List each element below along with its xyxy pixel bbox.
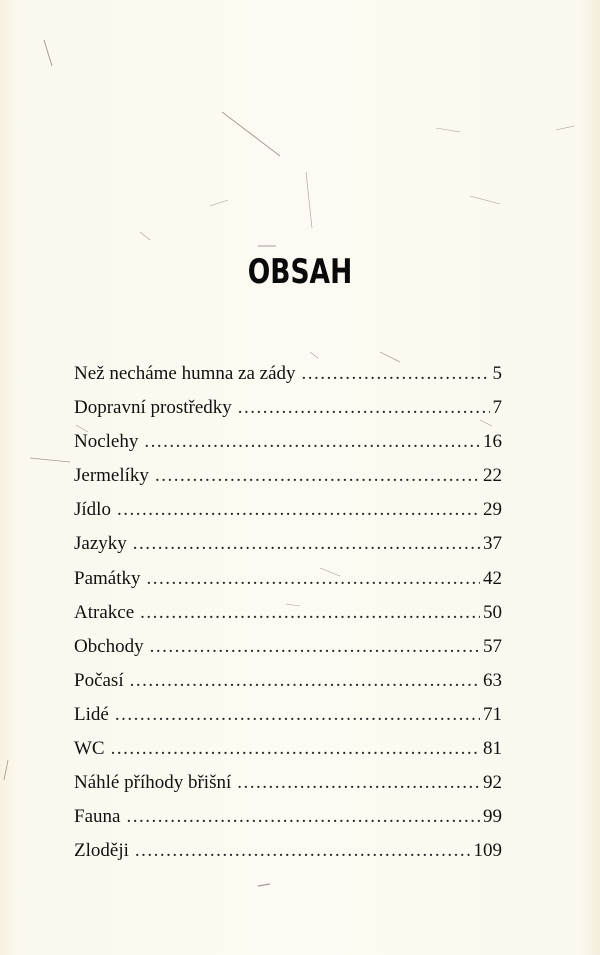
toc-label: Památky <box>74 567 141 589</box>
toc-row <box>74 459 502 493</box>
toc-row <box>74 766 502 800</box>
toc-page-number: 7 <box>492 397 502 419</box>
toc-leader-dots <box>135 834 471 868</box>
toc-leader-dots <box>155 459 480 493</box>
toc-label: Zloději <box>74 840 129 862</box>
toc-page-number: 99 <box>483 806 502 828</box>
toc-row <box>74 596 502 630</box>
toc-leader-dots <box>130 664 480 698</box>
toc-page-number: 22 <box>483 465 502 487</box>
toc-leader-dots <box>238 391 490 425</box>
toc-page-number: 109 <box>473 840 502 862</box>
toc-row <box>74 357 502 391</box>
toc-leader-dots <box>115 698 480 732</box>
toc-page-number: 92 <box>483 772 502 794</box>
toc-label: Atrakce <box>74 601 135 623</box>
toc-label: Jermelíky <box>74 465 149 487</box>
toc-leader-dots <box>117 493 480 527</box>
toc-row <box>74 425 502 459</box>
toc-label: Lidé <box>74 703 109 725</box>
toc-label: Než necháme humna za zády <box>74 363 296 384</box>
toc-row <box>74 391 502 425</box>
toc-leader-dots <box>150 630 480 664</box>
toc-page-number: 42 <box>483 567 502 589</box>
toc-page-number: 57 <box>483 635 502 657</box>
toc-leader-dots <box>140 596 480 630</box>
toc-page-number: 81 <box>483 738 502 760</box>
toc-label: Obchody <box>74 635 144 657</box>
toc-leader-dots <box>302 357 490 391</box>
toc-row <box>74 493 502 527</box>
toc-page-number: 5 <box>492 363 502 384</box>
toc-label: Náhlé příhody břišní <box>74 772 232 794</box>
toc-row <box>74 698 502 732</box>
toc-label: Dopravní prostředky <box>74 397 232 419</box>
toc-leader-dots <box>111 732 480 766</box>
toc-leader-dots <box>237 766 480 800</box>
toc-leader-dots <box>126 800 480 834</box>
toc-row <box>74 562 502 596</box>
toc-row <box>74 732 502 766</box>
toc-row <box>74 664 502 698</box>
toc-label: Jídlo <box>74 499 111 521</box>
toc-page-number: 37 <box>483 533 502 555</box>
toc-page-number: 16 <box>483 431 502 453</box>
toc-leader-dots <box>144 425 480 459</box>
toc-row <box>74 800 502 834</box>
page-title: OBSAH <box>247 252 353 292</box>
toc-row <box>74 834 502 868</box>
toc-row <box>74 630 502 664</box>
toc-page-number: 71 <box>483 703 502 725</box>
toc-label: WC <box>74 738 105 760</box>
toc-page-number: 29 <box>483 499 502 521</box>
table-of-contents <box>74 357 502 868</box>
toc-label: Noclehy <box>74 431 139 453</box>
toc-label: Počasí <box>74 669 124 691</box>
toc-leader-dots <box>133 527 480 561</box>
toc-row <box>74 527 502 561</box>
toc-label: Fauna <box>74 806 121 828</box>
toc-page-number: 63 <box>483 669 502 691</box>
toc-leader-dots <box>147 562 481 596</box>
toc-page-number: 50 <box>483 601 502 623</box>
toc-label: Jazyky <box>74 533 127 555</box>
